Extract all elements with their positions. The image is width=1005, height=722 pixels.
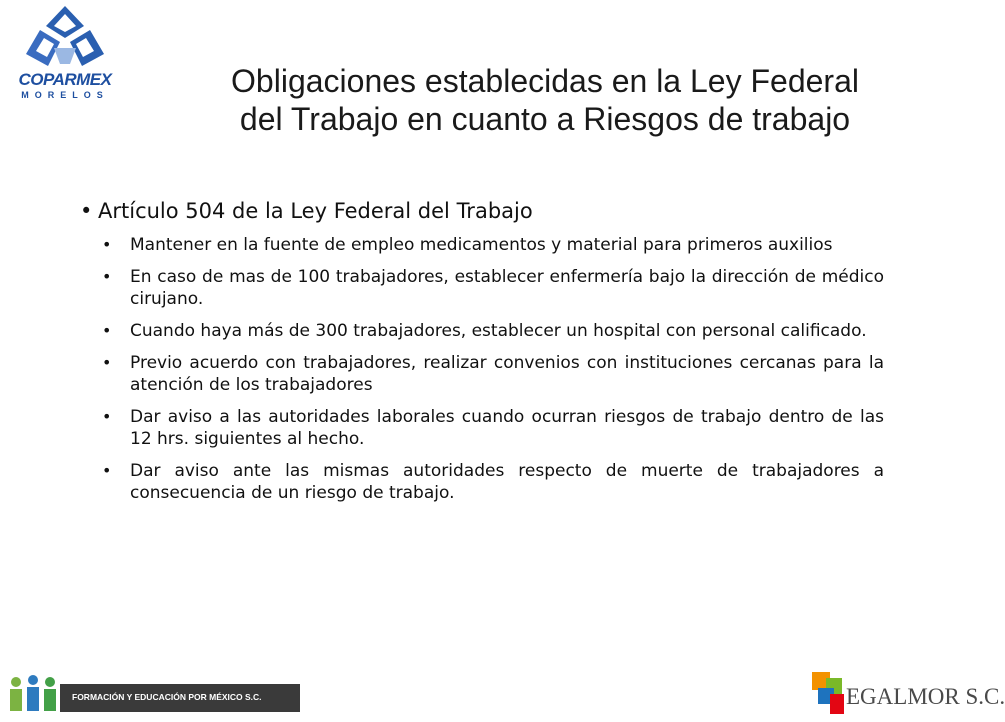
page-title: [140, 62, 950, 138]
title-line-1: Obligaciones establecidas en la Ley Federal: [231, 63, 859, 99]
formacion-educacion-logo: [6, 672, 302, 718]
list-item-text: Cuando haya más de 300 trabajadores, establecer un hospital con personal calificado.: [130, 321, 867, 341]
bullet-icon: •: [102, 353, 112, 372]
bullet-icon: •: [102, 235, 112, 254]
list-item-text: Dar aviso ante las mismas autoridades respecto de muerte de trabajadores a consecuencia de un riesgo de trabajo.: [130, 461, 884, 503]
bullet-icon: •: [102, 321, 112, 340]
people-icon: [6, 672, 60, 718]
legalmor-blocks-icon: [808, 670, 848, 718]
coparmex-emblem-icon: [4, 4, 126, 74]
legalmor-logo: [808, 670, 1005, 718]
list-item: [102, 266, 886, 310]
list-item-text: En caso de mas de 100 trabajadores, establecer enfermería bajo la dirección de médico cirujano.: [130, 267, 884, 309]
title-line-2: del Trabajo en cuanto a Riesgos de trabajo: [239, 101, 851, 137]
article-heading: Artículo 504 de la Ley Federal del Trabajo: [98, 199, 533, 223]
article-heading-item: [80, 196, 886, 226]
legalmor-logo-text: EGALMOR S.C.: [846, 684, 1005, 709]
formacion-logo-text: FORMACIÓN Y EDUCACIÓN POR MÉXICO S.C.: [72, 692, 262, 702]
bullet-icon: •: [102, 407, 112, 426]
coparmex-logo-text: COPARMEX: [18, 70, 112, 89]
list-item: [102, 352, 886, 396]
bullet-icon: •: [102, 267, 112, 286]
list-item: [102, 320, 886, 342]
list-item-text: Dar aviso a las autoridades laborales cuando ocurran riesgos de trabajo dentro de las 12 hrs. siguientes al hecho.: [130, 407, 884, 449]
bullet-icon: •: [80, 199, 93, 223]
list-item-text: Mantener en la fuente de empleo medicamentos y material para primeros auxilios: [130, 235, 833, 255]
list-item: [102, 234, 886, 256]
coparmex-logo: [4, 4, 126, 108]
list-item: [102, 406, 886, 450]
bullet-icon: •: [102, 461, 112, 480]
list-item-text: Previo acuerdo con trabajadores, realizar convenios con instituciones cercanas para la atención de los trabajadores: [130, 353, 884, 395]
slide-content: [80, 196, 886, 514]
formacion-logo-bar: [60, 684, 300, 712]
list-item: [102, 460, 886, 504]
coparmex-logo-subtext: MORELOS: [21, 90, 109, 100]
